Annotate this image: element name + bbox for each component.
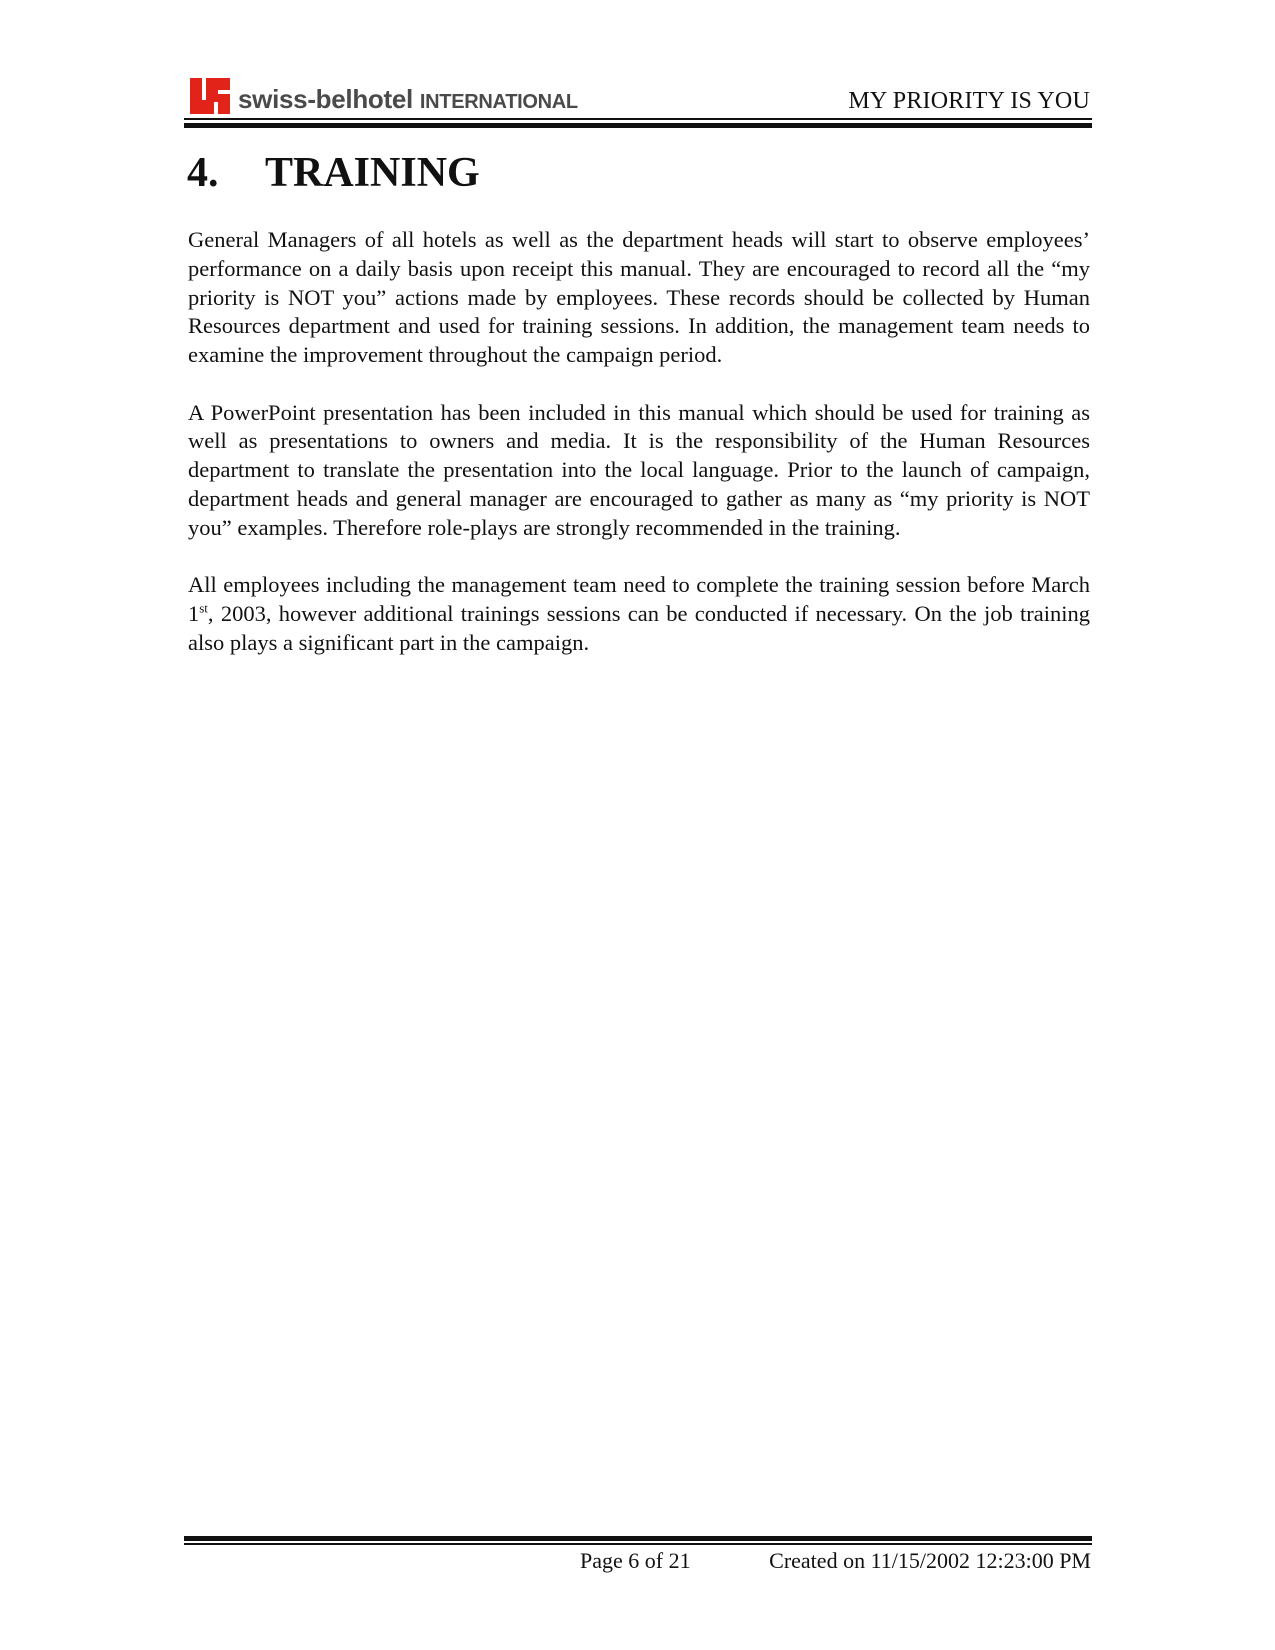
created-date: Created on 11/15/2002 12:23:00 PM [769, 1548, 1091, 1573]
section-title: TRAINING [265, 150, 480, 196]
section-heading [187, 150, 480, 196]
header-rule-thin [184, 118, 1092, 120]
header-rule-thick [184, 123, 1092, 128]
footer-rule-thick [184, 1536, 1092, 1541]
paragraph-deadline-end: , 2003, however additional trainings sessions can be conducted if necessary. On the job training also plays a significant part in the campaign. [188, 600, 1090, 655]
footer-rule-thin [184, 1543, 1092, 1545]
paragraph-presentation: A PowerPoint presentation has been included in this manual which should be used for training as well as presentations to owners and media. It is the responsibility of the Human Resources department to translate the presentation into the local language. Prior to the launch of campaign, department heads and general manager are encouraged to gather as many as “my priority is NOT you” examples. Therefore role-plays are strongly recommended in the training. [188, 399, 1090, 540]
section-number: 4. [187, 150, 219, 196]
header-tagline: MY PRIORITY IS YOU [848, 88, 1090, 114]
body-content [188, 226, 1090, 686]
swiss-belhotel-logo-mark-icon [188, 76, 232, 116]
swiss-belhotel-logo [188, 74, 578, 116]
paragraph-observation: General Managers of all hotels as well as the department heads will start to observe employees’ performance on a daily basis upon receipt this manual. They are encouraged to record all the “my priority is NOT you” actions made by employees. These records should be collected by Human Resources department and used for training sessions. In addition, the management team needs to examine the improvement throughout the campaign period. [188, 227, 1090, 368]
page-number: Page 6 of 21 [580, 1548, 691, 1573]
logo-wordmark-suffix: international [419, 83, 578, 115]
logo-wordmark [238, 85, 578, 114]
logo-wordmark-prefix: swiss-belhotel [238, 84, 413, 114]
paragraph-deadline-start: All employees including the management team need to complete the training session before March 1 [188, 572, 1090, 626]
paragraph-deadline [188, 571, 1090, 657]
ordinal-suffix: st [199, 600, 208, 616]
